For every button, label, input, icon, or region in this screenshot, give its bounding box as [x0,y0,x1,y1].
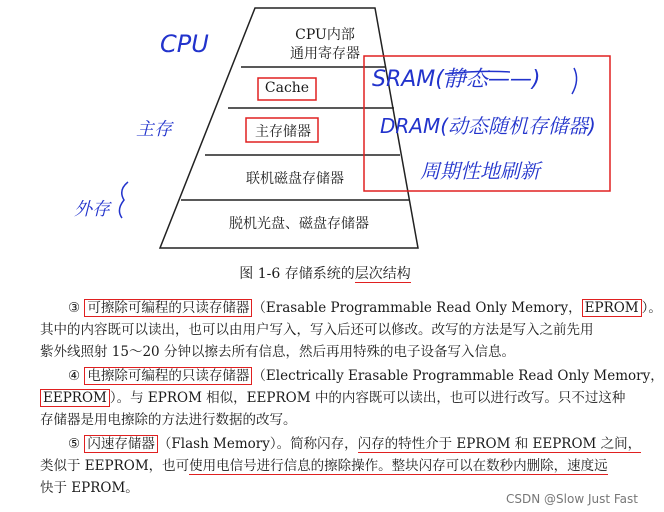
pyramid-level-offline-storage: 脱机光盘、磁盘存储器 [229,216,369,232]
handwriting-cpu: CPU [160,30,209,58]
p5-line2-start: 类似于 EEPROM，也可 [40,458,190,474]
p3-end: ）。 [641,300,662,316]
p3-term-box: 可擦除可编程的只读存储器 [84,299,252,317]
paragraph-eprom [40,297,662,363]
caption-prefix: 图 1-6 存储系统的 [239,266,355,282]
pyramid-level-cache: Cache [264,80,310,96]
p3-line2: 其中的内容既可以读出，也可以由用户写入，写入后还可以修改。改写的方法是写入之前先用 [40,322,594,338]
p3-marker: ③ [68,300,85,316]
handwriting-refresh: 周期性地刷新 [420,159,540,183]
p4-english: （Electrically Erasable Programmable Read Only Memory， [252,368,664,384]
handwriting-external: 外存 [74,199,110,220]
pyramid-level-online-disk: 联机磁盘存储器 [246,171,344,187]
p4-line3: 存储器是用电擦除的方法进行数据的改写。 [40,412,297,428]
p3-abbr-box: EPROM [582,299,642,317]
p5-underlined-2: 使用电信号进行信息的擦除操作。整块闪存可以在数秒内删除，速度远 [189,458,608,474]
handwriting-dram: DRAM(动态随机存储器) [380,114,596,138]
p4-marker: ④ [68,368,85,384]
watermark: CSDN @Slow Just Fast [506,492,638,506]
handwriting-sram: SRAM(静态——) [372,67,541,92]
p3-line3: 紫外线照射 15～20 分钟以擦去所有信息，然后再用特殊的电子设备写入信息。 [40,344,515,360]
p5-english: （Flash Memory）。简称闪存， [157,436,358,452]
p4-term-box: 电擦除可编程的只读存储器 [84,367,252,385]
pyramid-level-cpu-line1: CPU内部 [295,27,355,43]
p5-marker: ⑤ [68,436,85,452]
p4-abbr-box: EEPROM [40,389,110,407]
p5-term-box: 闪速存储器 [84,435,158,453]
caption-underlined: 层次结构 [354,266,411,282]
p4-line2-rest: ）。与 EPROM 相似，EEPROM 中的内容既可以读出，也可以进行改写。只不过这种 [109,390,626,406]
p5-line3: 快于 EPROM。 [40,480,139,496]
pyramid-level-cpu-line2: 通用寄存器 [290,46,360,62]
figure-caption [0,263,650,283]
p5-underlined-1: 闪存的特性介于 EPROM 和 EEPROM 之间， [357,436,642,452]
paragraph-eeprom [40,365,664,431]
handwriting-main-memory: 主存 [136,119,172,140]
p3-english: （Erasable Programmable Read Only Memory， [252,300,582,316]
pyramid-level-main-memory: 主存储器 [255,124,311,140]
